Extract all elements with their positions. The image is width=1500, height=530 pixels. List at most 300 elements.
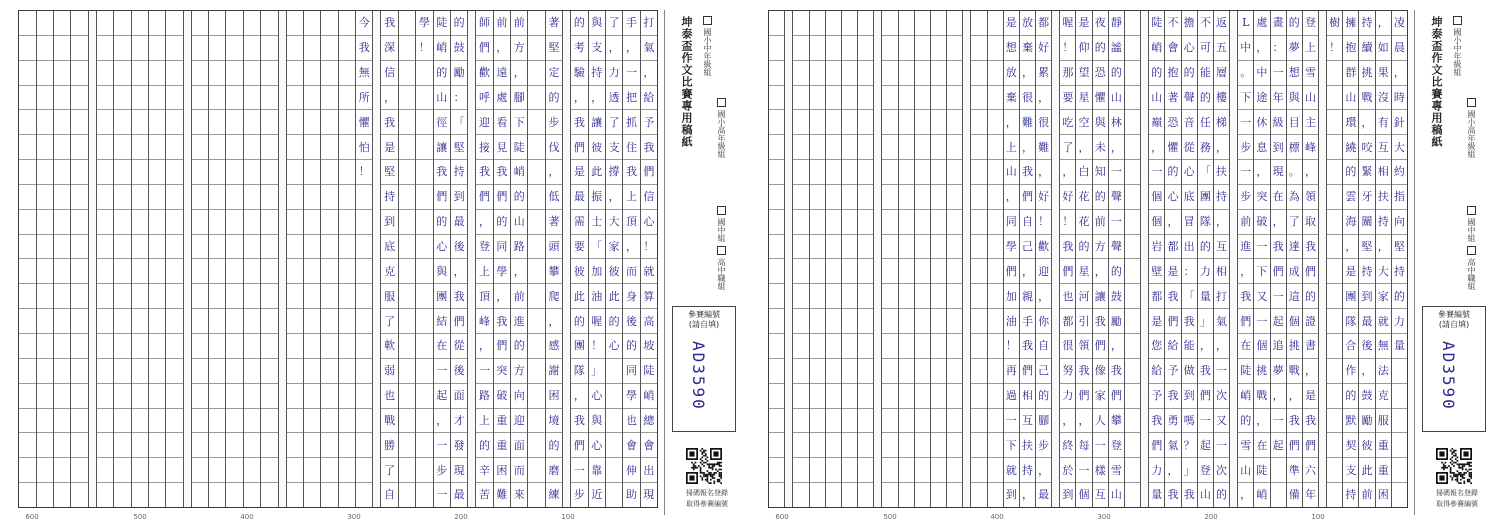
grid-cell: 自 xyxy=(1020,210,1035,235)
participant-id-box[interactable] xyxy=(672,306,736,432)
grid-cell xyxy=(71,61,87,86)
grid-cell xyxy=(192,259,208,284)
grid-cell: 途 xyxy=(1254,86,1269,111)
grid-cell xyxy=(192,309,208,334)
grid-cell xyxy=(399,433,415,458)
grid-cell: 加 xyxy=(589,259,605,284)
grid-cell: 會 xyxy=(1165,36,1180,61)
grid-cell xyxy=(114,334,130,359)
grid-cell xyxy=(858,110,873,135)
grid-cell xyxy=(149,458,165,483)
grid-cell: 面 xyxy=(451,384,467,409)
grid-cell: ， xyxy=(1036,284,1051,309)
right-writing-grid xyxy=(768,10,1408,508)
grid-cell xyxy=(793,86,808,111)
grid-cell: 同 xyxy=(623,359,639,384)
grid-cell: 很 xyxy=(1036,110,1051,135)
grid-cell xyxy=(793,409,808,434)
grid-cell xyxy=(826,483,841,507)
grid-cell: 抓 xyxy=(623,110,639,135)
grid-column xyxy=(450,11,467,507)
category-option[interactable] xyxy=(716,98,727,158)
grid-cell xyxy=(915,334,930,359)
grid-cell: ， xyxy=(1238,259,1253,284)
qr-code-icon[interactable] xyxy=(1436,448,1472,484)
grid-column xyxy=(769,11,784,507)
grid-cell xyxy=(947,86,962,111)
category-option[interactable] xyxy=(1466,246,1477,290)
grid-cell: 我 xyxy=(1238,284,1253,309)
grid-cell xyxy=(321,36,337,61)
grid-cell xyxy=(132,185,148,210)
grid-cell xyxy=(304,11,320,36)
grid-cell: 放 xyxy=(1020,11,1035,36)
grid-cell: ！ xyxy=(589,334,605,359)
grid-cell: 的 xyxy=(511,334,527,359)
grid-cell: 任 xyxy=(1198,110,1213,135)
grid-cell xyxy=(971,458,986,483)
grid-cell xyxy=(899,36,914,61)
grid-cell xyxy=(71,259,87,284)
grid-cell xyxy=(261,235,277,260)
grid-cell xyxy=(209,359,225,384)
grid-cell: 一 xyxy=(1254,235,1269,260)
grid-cell: 步 xyxy=(1036,433,1051,458)
grid-cell: 們 xyxy=(1020,185,1035,210)
grid-cell xyxy=(1125,384,1140,409)
grid-cell xyxy=(606,458,622,483)
grid-cell: 山 xyxy=(1238,458,1253,483)
grid-cell: 戰 xyxy=(1254,384,1269,409)
grid-cell: ， xyxy=(451,259,467,284)
grid-cell: 鼓 xyxy=(1359,384,1374,409)
grid-cell xyxy=(37,235,53,260)
grid-cell: 我 xyxy=(1183,488,1195,502)
grid-cell xyxy=(810,86,825,111)
grid-cell xyxy=(149,433,165,458)
grid-cell xyxy=(971,309,986,334)
grid-cell: 戰 xyxy=(1359,86,1374,111)
grid-cell: 的 xyxy=(546,433,562,458)
grid-cell xyxy=(606,483,622,507)
column-gutter xyxy=(562,11,570,507)
grid-cell xyxy=(149,86,165,111)
grid-cell xyxy=(399,36,415,61)
participant-id-box[interactable] xyxy=(1422,306,1486,432)
grid-cell xyxy=(528,110,544,135)
grid-cell: 個 xyxy=(1078,488,1090,502)
grid-cell: 了 xyxy=(606,110,622,135)
grid-cell xyxy=(339,433,355,458)
left-writing-grid xyxy=(18,10,658,508)
grid-cell: 著 xyxy=(1165,86,1180,111)
grid-cell: 服 xyxy=(1376,409,1391,434)
grid-cell: ， xyxy=(1359,110,1374,135)
grid-cell: 的 xyxy=(1216,488,1228,502)
grid-cell: 擁 xyxy=(1343,11,1358,36)
grid-cell xyxy=(321,284,337,309)
grid-cell xyxy=(1392,458,1407,483)
grid-column xyxy=(380,11,397,507)
grid-cell: 團 xyxy=(434,284,450,309)
grid-cell: 練 xyxy=(548,488,560,502)
grid-cell: 成 xyxy=(1287,259,1302,284)
grid-cell: 追 xyxy=(1271,334,1286,359)
grid-cell xyxy=(114,409,130,434)
grid-cell xyxy=(899,284,914,309)
grid-cell: ， xyxy=(1093,259,1108,284)
grid-cell: 是 xyxy=(1076,11,1091,36)
grid-cell: 次 xyxy=(1214,458,1229,483)
grid-cell xyxy=(132,210,148,235)
grid-cell: 指 xyxy=(1392,185,1407,210)
grid-cell xyxy=(416,409,432,434)
grid-cell: 約 xyxy=(1392,160,1407,185)
grid-cell: 發 xyxy=(451,433,467,458)
grid-cell xyxy=(166,11,182,36)
grid-cell: 們 xyxy=(1198,384,1213,409)
category-option[interactable] xyxy=(1466,98,1477,158)
grid-cell xyxy=(339,210,355,235)
grid-cell xyxy=(1125,160,1140,185)
grid-cell xyxy=(192,334,208,359)
grid-cell xyxy=(528,284,544,309)
checkbox-icon[interactable] xyxy=(1467,98,1476,107)
grid-cell xyxy=(1125,135,1140,160)
grid-cell xyxy=(54,135,70,160)
grid-cell: 我 xyxy=(1020,160,1035,185)
grid-cell xyxy=(416,284,432,309)
grid-cell: 相 xyxy=(1376,160,1391,185)
grid-cell: 的 xyxy=(1109,259,1124,284)
grid-cell xyxy=(810,36,825,61)
grid-cell: 嗎 xyxy=(1182,409,1197,434)
grid-cell: 路 xyxy=(511,235,527,260)
grid-cell: 上 xyxy=(1303,36,1318,61)
grid-cell xyxy=(769,135,784,160)
grid-cell: 「 xyxy=(1182,284,1197,309)
grid-cell: ， xyxy=(1271,210,1286,235)
grid-cell xyxy=(826,259,841,284)
grid-cell xyxy=(261,334,277,359)
grid-cell xyxy=(261,483,277,507)
grid-cell xyxy=(931,185,946,210)
grid-cell xyxy=(842,384,857,409)
grid-cell xyxy=(1327,433,1342,458)
grid-cell xyxy=(132,284,148,309)
checkbox-icon[interactable] xyxy=(717,98,726,107)
checkbox-icon[interactable] xyxy=(717,206,726,215)
category-option[interactable] xyxy=(716,246,727,290)
grid-cell xyxy=(1327,458,1342,483)
grid-cell xyxy=(149,210,165,235)
grid-cell xyxy=(261,284,277,309)
grid-cell: 峭 xyxy=(641,384,657,409)
grid-column xyxy=(493,11,510,507)
grid-cell: 我 xyxy=(623,160,639,185)
scale-label: 600 xyxy=(775,513,789,521)
grid-column xyxy=(286,11,303,507)
column-gutter xyxy=(183,11,191,507)
grid-cell xyxy=(1271,458,1286,483)
grid-cell xyxy=(321,359,337,384)
grid-cell xyxy=(209,61,225,86)
grid-cell xyxy=(931,384,946,409)
grid-cell xyxy=(858,210,873,235)
grid-cell xyxy=(166,309,182,334)
grid-cell: 一 xyxy=(1271,61,1286,86)
grid-cell: ： xyxy=(451,86,467,111)
grid-cell: 又 xyxy=(1214,409,1229,434)
grid-cell: 壁 xyxy=(1149,259,1164,284)
grid-cell xyxy=(1327,309,1342,334)
grid-cell xyxy=(166,86,182,111)
grid-cell xyxy=(166,110,182,135)
grid-cell: 我 xyxy=(381,110,397,135)
grid-column xyxy=(1164,11,1180,507)
grid-cell xyxy=(97,160,113,185)
category-label: 國小中年級組 xyxy=(1453,28,1462,76)
grid-cell xyxy=(858,359,873,384)
grid-cell: 挑 xyxy=(1254,359,1269,384)
checkbox-icon[interactable] xyxy=(703,16,712,25)
grid-cell xyxy=(244,483,260,507)
checkbox-icon[interactable] xyxy=(1467,246,1476,255)
column-gutter xyxy=(1318,11,1326,507)
grid-column xyxy=(588,11,605,507)
grid-cell xyxy=(226,309,242,334)
grid-cell xyxy=(287,61,303,86)
grid-column xyxy=(96,11,113,507)
grid-cell: ， xyxy=(1214,334,1229,359)
grid-cell: 」 xyxy=(589,359,605,384)
qr-caption: 取得參賽編號 xyxy=(1436,500,1478,508)
grid-cell xyxy=(71,409,87,434)
grid-cell: 持 xyxy=(1020,458,1035,483)
grid-cell: 牙 xyxy=(1359,185,1374,210)
grid-cell xyxy=(114,483,130,507)
grid-cell xyxy=(261,409,277,434)
category-option[interactable] xyxy=(702,16,713,76)
grid-cell: 總 xyxy=(641,409,657,434)
grid-cell xyxy=(1125,11,1140,36)
grid-cell xyxy=(261,259,277,284)
grid-cell xyxy=(19,110,35,135)
grid-cell xyxy=(114,36,130,61)
grid-cell: 處 xyxy=(1254,11,1269,36)
grid-cell: 望 xyxy=(1076,61,1091,86)
grid-cell: 挑 xyxy=(1359,61,1374,86)
grid-cell xyxy=(826,359,841,384)
grid-column xyxy=(1148,11,1164,507)
grid-cell xyxy=(1392,409,1407,434)
grid-cell: 氣 xyxy=(641,36,657,61)
grid-cell: 迎 xyxy=(1036,259,1051,284)
grid-cell: 此 xyxy=(606,284,622,309)
checkbox-icon[interactable] xyxy=(1467,206,1476,215)
grid-cell: 我 xyxy=(1060,235,1075,260)
grid-cell xyxy=(287,384,303,409)
grid-cell xyxy=(1125,210,1140,235)
grid-cell: 的 xyxy=(623,334,639,359)
grid-cell xyxy=(915,185,930,210)
grid-cell: ， xyxy=(1060,160,1075,185)
grid-cell: 我 xyxy=(1076,359,1091,384)
grid-cell: ， xyxy=(571,86,587,111)
grid-cell xyxy=(858,235,873,260)
grid-cell xyxy=(810,458,825,483)
grid-cell: 起 xyxy=(1198,433,1213,458)
grid-cell xyxy=(71,359,87,384)
grid-cell xyxy=(1392,483,1407,507)
grid-cell xyxy=(1125,359,1140,384)
grid-cell: 會 xyxy=(623,433,639,458)
grid-cell: 務 xyxy=(1198,135,1213,160)
grid-cell xyxy=(899,458,914,483)
grid-cell xyxy=(304,110,320,135)
grid-cell xyxy=(54,359,70,384)
grid-cell xyxy=(769,384,784,409)
grid-cell: 學 xyxy=(1004,235,1019,260)
grid-cell: 氣 xyxy=(1165,433,1180,458)
grid-cell xyxy=(528,259,544,284)
grid-cell xyxy=(399,284,415,309)
grid-cell: 面 xyxy=(511,433,527,458)
grid-cell xyxy=(858,11,873,36)
grid-cell xyxy=(858,135,873,160)
grid-cell xyxy=(810,110,825,135)
grid-cell: 海 xyxy=(1343,210,1358,235)
grid-cell xyxy=(132,86,148,111)
grid-cell: 關 xyxy=(1359,210,1374,235)
grid-cell xyxy=(899,309,914,334)
category-label: 高中職組 xyxy=(1467,258,1476,290)
grid-cell: 的 xyxy=(434,210,450,235)
grid-cell xyxy=(132,36,148,61)
grid-cell xyxy=(321,61,337,86)
grid-cell xyxy=(416,458,432,483)
grid-cell: ， xyxy=(1149,135,1164,160)
grid-cell xyxy=(339,135,355,160)
grid-cell: 的 xyxy=(1093,36,1108,61)
category-option[interactable] xyxy=(1466,206,1477,242)
grid-cell: 的 xyxy=(1182,61,1197,86)
grid-cell: 時 xyxy=(1392,86,1407,111)
grid-cell: 喔 xyxy=(1060,11,1075,36)
grid-cell: 突 xyxy=(1254,185,1269,210)
grid-cell xyxy=(97,483,113,507)
grid-cell xyxy=(339,359,355,384)
grid-cell xyxy=(810,409,825,434)
grid-cell: 次 xyxy=(1214,384,1229,409)
grid-cell: 很 xyxy=(1060,334,1075,359)
grid-cell xyxy=(769,61,784,86)
grid-cell xyxy=(166,359,182,384)
grid-cell: 一 xyxy=(1004,409,1019,434)
grid-cell: 的 xyxy=(511,185,527,210)
category-option[interactable] xyxy=(1452,16,1463,76)
grid-cell xyxy=(226,135,242,160)
grid-cell: 備 xyxy=(1288,488,1300,502)
grid-cell xyxy=(149,235,165,260)
grid-cell: 擔 xyxy=(1182,11,1197,36)
grid-cell xyxy=(988,210,1003,235)
category-option[interactable] xyxy=(716,206,727,242)
grid-cell xyxy=(166,61,182,86)
grid-column xyxy=(191,11,208,507)
grid-cell xyxy=(1327,110,1342,135)
grid-cell xyxy=(114,11,130,36)
grid-cell xyxy=(149,284,165,309)
grid-cell: 學 xyxy=(416,11,432,36)
grid-cell: 給 xyxy=(1149,359,1164,384)
grid-cell xyxy=(842,309,857,334)
grid-cell xyxy=(339,11,355,36)
grid-cell xyxy=(304,160,320,185)
grid-cell: 」 xyxy=(1198,309,1213,334)
grid-cell xyxy=(931,334,946,359)
grid-cell: 不 xyxy=(1198,11,1213,36)
grid-cell xyxy=(1125,284,1140,309)
grid-cell xyxy=(399,61,415,86)
grid-cell xyxy=(71,334,87,359)
grid-cell: 那 xyxy=(1060,61,1075,86)
grid-cell: 家 xyxy=(1093,384,1108,409)
checkbox-icon[interactable] xyxy=(717,246,726,255)
grid-cell: 結 xyxy=(434,309,450,334)
grid-cell: 此 xyxy=(589,160,605,185)
grid-cell: ！ xyxy=(1036,210,1051,235)
grid-cell: 為 xyxy=(1287,185,1302,210)
grid-cell: 峭 xyxy=(434,36,450,61)
grid-cell xyxy=(826,210,841,235)
right-manuscript-sheet xyxy=(750,0,1500,530)
grid-cell: 打 xyxy=(1214,284,1229,309)
grid-cell xyxy=(321,86,337,111)
grid-cell: 攀 xyxy=(546,259,562,284)
qr-code-icon[interactable] xyxy=(686,448,722,484)
grid-cell: 們 xyxy=(1303,433,1318,458)
grid-cell: 山 xyxy=(1303,86,1318,111)
grid-cell xyxy=(399,384,415,409)
grid-cell: 一 xyxy=(1214,433,1229,458)
grid-cell: 底 xyxy=(1182,185,1197,210)
grid-cell xyxy=(244,110,260,135)
grid-column xyxy=(131,11,148,507)
grid-cell xyxy=(769,483,784,507)
grid-cell: 河 xyxy=(1076,284,1091,309)
grid-cell xyxy=(988,235,1003,260)
grid-cell: 山 xyxy=(1109,86,1124,111)
grid-cell xyxy=(842,359,857,384)
grid-cell xyxy=(842,110,857,135)
checkbox-icon[interactable] xyxy=(1453,16,1462,25)
grid-cell: 也 xyxy=(623,409,639,434)
grid-column xyxy=(1035,11,1051,507)
grid-cell xyxy=(37,334,53,359)
grid-cell xyxy=(19,235,35,260)
grid-cell xyxy=(132,359,148,384)
grid-cell xyxy=(19,185,35,210)
grid-cell xyxy=(399,334,415,359)
grid-cell xyxy=(793,135,808,160)
grid-cell: 冒 xyxy=(1182,210,1197,235)
grid-cell xyxy=(356,458,372,483)
grid-cell: ， xyxy=(1004,185,1019,210)
grid-cell: 難 xyxy=(1020,110,1035,135)
participant-id-label: 參賽編號 (請自填) xyxy=(1438,310,1470,329)
grid-cell xyxy=(226,409,242,434)
